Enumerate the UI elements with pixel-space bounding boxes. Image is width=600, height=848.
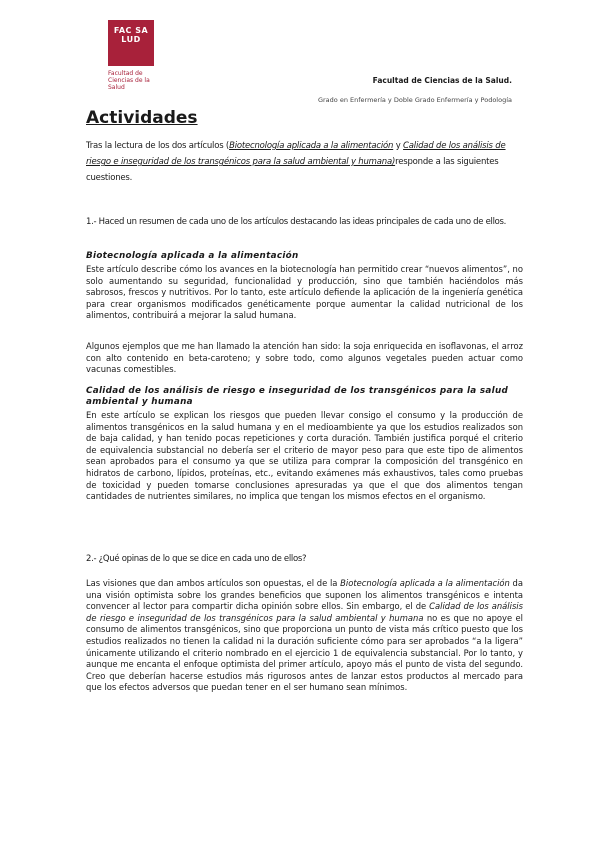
answer-text-3: no es que no apoye el consumo de alimentos transgénicos, sino que proporciona un punto de vista más crítico puesto que los estudios realizados no tienen la calidad ni la duración suficiente cómo para ser aprobados “a la ligera” únicamente utilizando el criterio nombrado en el ejercicio 1 de equivalencia substancial. Por lo tanto, y aunque me encanta el enfoque optimista del primer artículo, apoyo más el punto de vista del segundo. Creo que deberían hacerse estudios más rigurosos antes de lanzar estos productos al mercado para que los efectos adversos que puedan tener en el ser humano sean mínimos.	[86, 612, 523, 693]
intro-before: Tras la lectura de los dos artículos (	[86, 141, 230, 151]
intro-after: responde a las siguientes cuestiones.	[86, 157, 499, 183]
answer-text-2: da una visión optimista sobre los grandes beneficios que suponen los alimentos transgénicos e intenta convencer al lector para compartir dicha opinión sobre ellos. Sin embargo, el de	[86, 578, 523, 612]
intro-y: y	[393, 141, 404, 151]
section2-paragraph: En este artículo se explican los riesgos que pueden llevar consigo el consumo y la producción de alimentos transgénicos en la salud humana y en el medioambiente ya que los estudios realizados son de baja calidad, y han tenido pocas repeticiones y corta duración. También justifica porqué el criterio de equivalencia substancial no debería ser el criterio de mayor peso para que este tipo de alimentos sean aprobados para el consumo ya que se utiliza para comprar la composición del transgénico en hidratos de carbono, lípidos, proteínas, etc., evitando exámenes más exhaustivos, tales como pruebas de toxicidad y pueden tomarse conclusiones apresuradas ya que el que dos alimentos tengan cantidades de nutrientes similares, no implica que tengan los mismos efectos en el organismo.	[86, 410, 523, 502]
article2-title: Calidad de los análisis de riesgo e inseguridad de los transgénicos para la salud ambiental y humana)	[86, 141, 506, 167]
article1-title: Biotecnología aplicada a la alimentación	[229, 141, 394, 151]
faculty-name: Facultad de Ciencias de la Salud.	[372, 76, 512, 85]
intro-text	[86, 138, 516, 186]
logo-caption: Facultad de Ciencias de la Salud	[108, 70, 150, 91]
section1-paragraph-2: Algunos ejemplos que me han llamado la atención han sido: la soja enriquecida en isoflavonas, el arroz con alto contenido en beta-caroteno; y sobre todo, como algunos vegetales pueden actuar como vacunas comestibles.	[86, 341, 523, 375]
degree-name: Grado en Enfermería y Doble Grado Enfermería y Podología	[317, 96, 512, 104]
question-1: 1.- Haced un resumen de cada uno de los artículos destacando las ideas principales de cada uno de ellos.	[86, 217, 507, 227]
answer-italic-2: Calidad de los análisis de riesgo e inseguridad de los transgénicos para la salud ambiental y humana	[86, 601, 523, 623]
logo-text: FAC SA LUD	[113, 26, 149, 44]
answer-text-1: Las visiones que dan ambos artículos son opuestas, el de la	[86, 578, 341, 588]
faculty-logo	[108, 20, 154, 66]
answer-italic-1: Biotecnología aplicada a la alimentación	[340, 578, 510, 588]
section2-heading: Calidad de los análisis de riesgo e inseguridad de los transgénicos para la salud ambiental y humana	[86, 386, 509, 407]
question-2: 2.- ¿Qué opinas de lo que se dice en cada uno de ellos?	[86, 554, 307, 564]
answer-2-paragraph	[86, 578, 523, 694]
section1-paragraph-1: Este artículo describe cómo los avances en la biotecnología han permitido crear “nuevos alimentos”, no solo aumentando su seguridad, funcionalidad y producción, sino que también haciéndolos más sabrosos, frescos y nutritivos. Por lo tanto, este artículo defiende la aplicación de la ingeniería genética para crear organismos modificados genéticamente porque aumentar la calidad nutricional de los alimentos, contribuirá a mejorar la salud humana.	[86, 264, 523, 321]
page-title: Actividades	[86, 108, 198, 128]
section1-heading: Biotecnología aplicada a la alimentación	[86, 251, 299, 261]
